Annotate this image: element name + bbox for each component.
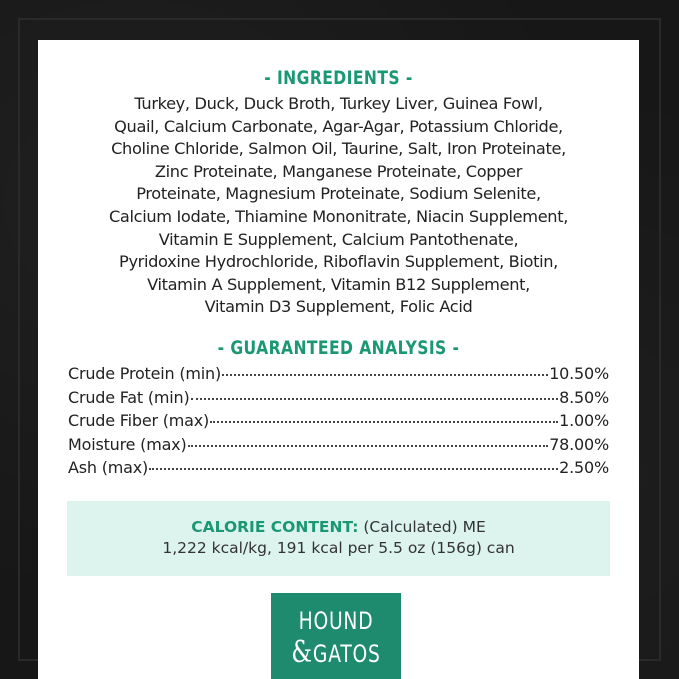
ingredients-line: Pyridoxine Hydrochloride, Riboflavin Supplement, Biotin, [119,252,558,272]
dot-leader [149,468,558,470]
analysis-value: 10.50% [549,364,609,383]
nutrition-card [38,40,639,679]
analysis-heading: - GUARANTEED ANALYSIS - [217,337,460,359]
logo-line-2 [285,635,386,670]
ingredients-line: Choline Chloride, Salmon Oil, Taurine, Salt, Iron Proteinate, [111,139,566,159]
analysis-label: Crude Fiber (max) [68,411,210,430]
ingredients-line: Zinc Proteinate, Manganese Proteinate, Copper [154,161,523,181]
analysis-value: 1.00% [559,411,609,430]
analysis-value: 78.00% [549,434,609,454]
dot-leader [188,445,549,447]
logo-ampersand: & [291,635,313,670]
analysis-row [68,364,609,388]
logo-line-1: HOUND [298,607,374,635]
analysis-table [68,364,609,482]
analysis-label: Moisture (max) [68,434,187,454]
calorie-line-1 [67,517,610,538]
ingredients-line: Vitamin D3 Supplement, Folic Acid [204,297,473,317]
analysis-row [68,411,609,435]
logo-word-2: GATOS [312,640,381,668]
brand-logo [271,593,401,679]
ingredients-heading: - INGREDIENTS - [264,67,413,89]
analysis-row [68,388,609,412]
analysis-label: Crude Protein (min) [68,364,222,383]
ingredients-line: Vitamin E Supplement, Calcium Pantothenate, [158,229,519,249]
analysis-row [68,435,609,459]
ingredients-list [58,93,619,319]
dot-leader [191,398,559,400]
analysis-value: 8.50% [559,387,609,407]
analysis-row [68,458,609,482]
calorie-method: (Calculated) ME [358,518,486,536]
dot-leader [222,374,548,376]
ingredients-line: Proteinate, Magnesium Proteinate, Sodium Selenite, [136,184,541,204]
ingredients-line: Quail, Calcium Carbonate, Agar-Agar, Potassium Chloride, [114,116,563,136]
analysis-label: Crude Fat (min) [68,387,190,407]
analysis-label: Ash (max) [68,458,149,477]
dot-leader [210,421,558,423]
calorie-content-box [67,501,610,576]
ingredients-line: Vitamin A Supplement, Vitamin B12 Supplement, [147,274,530,294]
calorie-line-2: 1,222 kcal/kg, 191 kcal per 5.5 oz (156g) can [162,539,515,557]
ingredients-line: Turkey, Duck, Duck Broth, Turkey Liver, Guinea Fowl, [134,94,543,113]
calorie-label: CALORIE CONTENT: [191,518,359,536]
ingredients-line: Calcium Iodate, Thiamine Mononitrate, Niacin Supplement, [108,206,568,226]
analysis-value: 2.50% [559,458,609,477]
